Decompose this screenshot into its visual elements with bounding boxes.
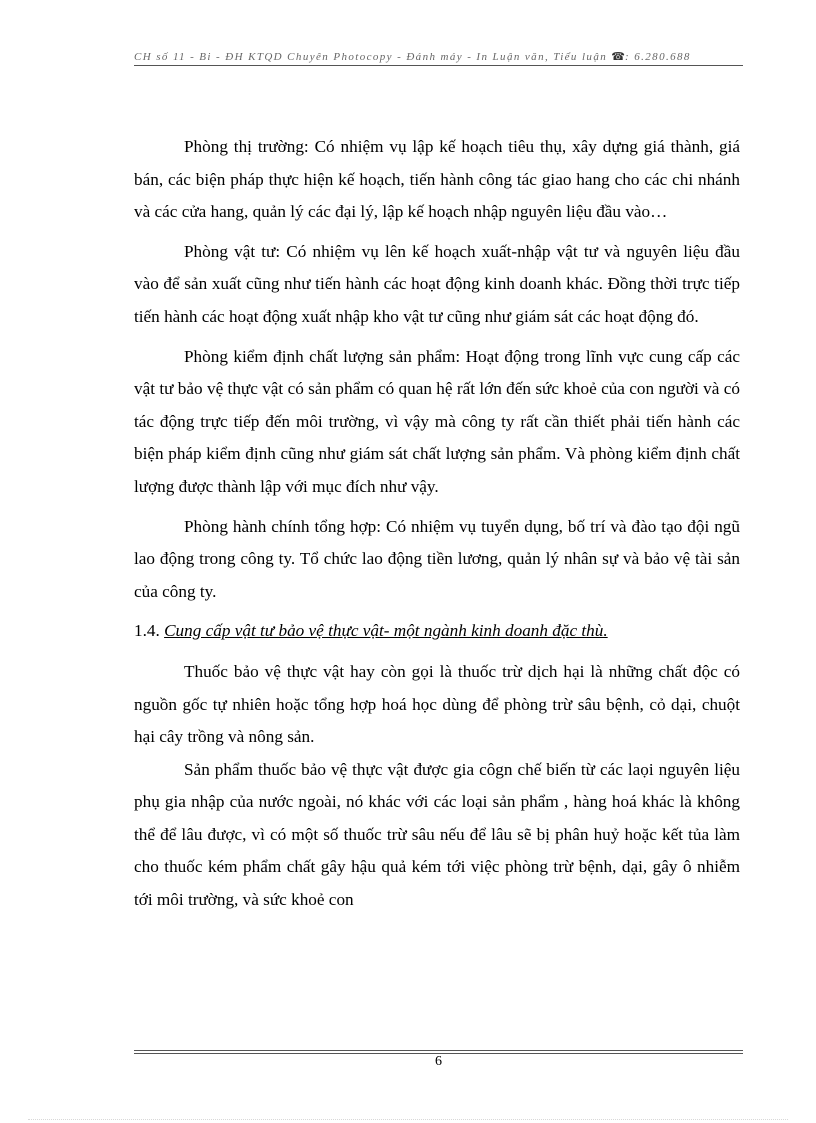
phone-icon: ☎ bbox=[611, 51, 625, 63]
page-number: 6 bbox=[435, 1054, 442, 1069]
paragraph-san-pham-thuoc: Sản phẩm thuốc bảo vệ thực vật được gia côgn chế biến từ các laọi nguyên liệu phụ gia nhập của nước ngoài, nó khác với các loại sản phẩm , hàng hoá khác là không thể để lâu được, vì có một số thuốc trừ sâu nếu để lâu sẽ bị phân huỷ hoặc kết tủa làm cho thuốc kém phẩm chất gây hậu quả kém tới việc phòng trừ bệnh, dại, gây ô nhiễm tới môi trường, và sức khoẻ con bbox=[134, 759, 740, 910]
paragraph-thuoc-bvtv: Thuốc bảo vệ thực vật hay còn gọi là thuốc trừ dịch hại là những chất độc có nguồn gốc tự nhiên hoặc tổng hợp hoá học dùng để phòng trừ sâu bệnh, cỏ dại, chuột hại cây trồng và nông sản. bbox=[134, 661, 740, 747]
page-bottom-dotted-line bbox=[28, 1119, 788, 1120]
document-body bbox=[134, 131, 740, 924]
paragraph-phong-vat-tu: Phòng vật tư: Có nhiệm vụ lên kế hoạch xuất-nhập vật tư và nguyên liệu đầu vào để sản xuất cũng như tiến hành các hoạt động kinh doanh khác. Đồng thời trực tiếp tiến hành các hoạt động xuất nhập kho vật tư cũng như giám sát các hoạt động đó. bbox=[134, 241, 740, 326]
header-text: CH số 11 - Bi - ĐH KTQD Chuyên Photocopy - Đánh máy - In Luận văn, Tiểu luận bbox=[134, 51, 608, 63]
section-title: Cung cấp vật tư bảo vệ thực vật- một ngành kinh doanh đặc thù. bbox=[164, 621, 608, 641]
section-number: 1.4. bbox=[134, 621, 160, 641]
header-phone: : 6.280.688 bbox=[625, 51, 691, 63]
page-header bbox=[134, 50, 743, 63]
header-rule bbox=[134, 65, 743, 66]
paragraph-phong-thi-truong: Phòng thị trường: Có nhiệm vụ lập kế hoạch tiêu thụ, xây dựng giá thành, giá bán, các biện pháp thực hiện kế hoạch, tiến hành công tác giao hang cho các chi nhánh và các cửa hang, quản lý các đại lý, lập kế hoạch nhập nguyên liệu đầu vào… bbox=[134, 137, 740, 222]
paragraph-phong-kiem-dinh: Phòng kiểm định chất lượng sản phẩm: Hoạt động trong lĩnh vực cung cấp các vật tư bảo vệ thực vật có sản phẩm có quan hệ rất lớn đến sức khoẻ của con người và có tác động trực tiếp đến môi trường, vì vậy mà công ty rất cần thiết phải tiến hành các biện pháp kiểm định cũng như giám sát chất lượng sản phẩm. Và phòng kiểm định chất lượng được thành lập với mục đích như vậy. bbox=[134, 346, 740, 496]
paragraph-phong-hanh-chinh: Phòng hành chính tổng hợp: Có nhiệm vụ tuyển dụng, bố trí và đào tạo đội ngũ lao động trong công ty. Tổ chức lao động tiền lương, quản lý nhân sự và bảo vệ tài sản của công ty. bbox=[134, 516, 740, 601]
footer-rule-top bbox=[134, 1050, 743, 1051]
section-heading bbox=[134, 615, 740, 648]
